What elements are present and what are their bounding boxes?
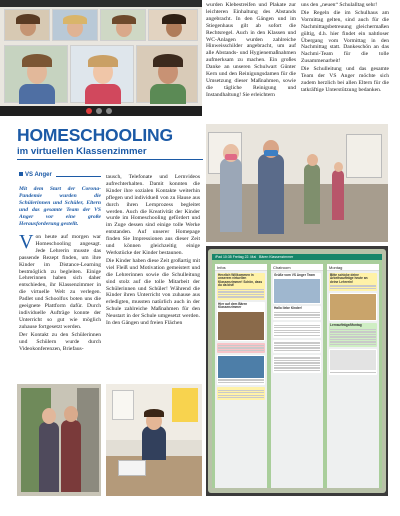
- camera-icon: [106, 108, 112, 114]
- padlet-card: [217, 387, 265, 400]
- padlet-status: iPad 10:35 Freitag 22. Mai: [215, 255, 257, 259]
- padlet-card-text: Hallo liebe Kinder!: [274, 306, 302, 311]
- article-column-2: [106, 174, 200, 380]
- padlet-column-header: Infos: [215, 264, 267, 271]
- padlet-card: [217, 273, 265, 300]
- byline: [19, 172, 52, 178]
- padlet-card: [329, 273, 377, 291]
- video-tile: [4, 45, 68, 103]
- video-tile: [52, 9, 98, 41]
- padlet-card-text: Hier auf dem Bären Klassenzimmer: [218, 301, 248, 310]
- padlet-column-header: Montag: [327, 264, 379, 271]
- video-tile: [148, 9, 198, 41]
- padlet-card: [217, 302, 265, 341]
- padlet-column-infos: [215, 264, 267, 488]
- hallway-photo: [206, 124, 388, 242]
- dropcap: V: [19, 234, 34, 253]
- intro-text: Mit dem Start der Corona-Pandemie wurden die Schülerinnen und Schüler, Eltern und das gesamte Team der VS Anger vor eine große Herausforderung gestellt.: [19, 186, 101, 227]
- classroom-photo: [106, 384, 202, 496]
- article-column-3: [206, 2, 296, 120]
- padlet-card: [273, 306, 321, 320]
- article-paragraph: Die Kinder haben diese Zeit großartig mit viel Fleiß und Motivation gemeistert und die Lehrerinnen sowie die Schulleitung sind stolz auf die tolle Mitarbeit der Schülerinnen und Schüler! Während die Kinder ihren Unterricht von zuhause aus erledigten, mussten natürlich auch in der Schule zahlreiche Maßnahmen für den Neustart in der Schule umgesetzt werden. In den Gängen und freien Flächen: [106, 257, 200, 327]
- article-paragraph: Die Regeln die im Schulhaus am Vormittag gelten, sind auch für die Nachmittagsbetreuung gleichermaßen gültig, d.h. hier findet ein nahtloser Übergang vom Vormittag in den Nachmittag statt. Dankeschön an das Nachmi-Team für die tolle Zusammenarbeit!: [301, 9, 389, 65]
- article-paragraph: uns den „neuen“ Schulalltag sehr!: [301, 2, 378, 8]
- staff-photo: [17, 384, 101, 496]
- padlet-column-chatroom: [271, 264, 323, 488]
- padlet-title: Bären Klassenzimmer: [258, 255, 294, 259]
- padlet-card-text: Lernaufträge/Montag: [330, 323, 362, 328]
- video-call-toolbar: [0, 0, 202, 7]
- video-tile: [136, 45, 198, 103]
- video-call-controls: [0, 106, 202, 116]
- subheadline: im virtuellen Klassenzimmer: [17, 146, 147, 157]
- article-paragraph: wurden Klebestreifen und Plakate zur leichteren Einhaltung des Abstands angebracht. In den Gängen und im Stiegenhaus gilt ab sofort die Rechtsregel. Auch in den Klassen und WC-Anlagen wurden zahlreiche Hinweisschilder angebracht, um auf alle Abstands- und Hygienemaßnahmen aufmerksam zu machen. Ein großes Danke an unseren Schulwart Günter Kern und den Reinigungsdamen für die Umsetzung dieser Maßnahmen, sowie die tägliche Reinigung und Instandhaltung! Sie erleichtern: [206, 2, 296, 98]
- article-paragraph: Die Schulleitung und das gesamte Team der VS Anger möchte sich zudem herzlich bei allen Eltern für die tatkräftige Unterstützung bedanken.: [301, 66, 389, 93]
- article-column-1: [19, 234, 101, 380]
- padlet-card: [217, 355, 265, 385]
- padlet-card: [273, 340, 321, 353]
- padlet-card: [329, 293, 377, 321]
- article-paragraph: Der Kontakt zu den Schülerinnen und Schülern wurde durch Videokonferenzen, Briefaus-: [19, 331, 101, 352]
- padlet-card-text: Bitte schicke deine Arbeitsaufträge heute an deine Lehrerin!: [330, 273, 368, 284]
- byline-text: VS Anger: [25, 172, 52, 178]
- padlet-card: [273, 322, 321, 338]
- byline-square-icon: [19, 172, 23, 176]
- byline-rule: [56, 176, 101, 177]
- video-tile: [4, 9, 50, 41]
- padlet-column-montag: [327, 264, 379, 488]
- padlet-card: [329, 349, 377, 375]
- video-tile: [100, 9, 146, 41]
- padlet-column-header: Chatroom: [271, 264, 323, 271]
- article-column-4: [301, 2, 389, 120]
- headline-rule: [17, 159, 203, 160]
- headline: HOMESCHOOLING: [17, 125, 173, 145]
- article-paragraph: tausch, Telefonate und Lernvideos aufrechterhalten. Damit konnten die Kinder ihre sozialen Kontakte weiterhin pflegen und individuell von zu Hause aus durch ihren Lernprozess begleitet werden. Auch die Kreativität der Kinder wurde im Homeschooling gefördert und im Zuge dessen sind einige tolle Werke entstanden. Auf unserer Homepage finden Sie Impressionen aus dieser Zeit und können gleichzeitig einige Werkstücke der Kinder bestaunen.: [106, 174, 200, 256]
- hangup-icon: [86, 108, 92, 114]
- padlet-card: [273, 355, 321, 373]
- article-paragraph: on heute auf morgen war Homeschooling angesagt. Jede Lehrerin musste das passende Rezept finden, um ihre Kinder im Distance-Learning bestmöglich zu begleiten. Einige Lehrerinnen haben sich daher entschieden, ihr Klassenzimmer in die virtuelle Welt zu verlegen. Padlet und Schoolfox boten uns die geeignete Plattform dafür. Durch individuelle Aufträge konnte der Unterricht so gut wie möglich zuhause fortgesetzt werden.: [19, 234, 101, 330]
- video-tile: [70, 45, 134, 103]
- padlet-screen: [212, 254, 382, 488]
- mic-icon: [96, 108, 102, 114]
- padlet-card-text: Grüße vom VS Anger Team: [274, 273, 315, 277]
- padlet-tablet-photo: [206, 246, 388, 496]
- padlet-card: [217, 343, 265, 354]
- padlet-card: [329, 323, 377, 347]
- padlet-title-bar: [212, 254, 382, 260]
- padlet-card-text: Herzlich Willkommen in unserem virtuellen Klassenzimmer! Schön, dass du da bist!: [218, 273, 263, 288]
- video-call-photo: [0, 0, 202, 116]
- padlet-card: [273, 273, 321, 304]
